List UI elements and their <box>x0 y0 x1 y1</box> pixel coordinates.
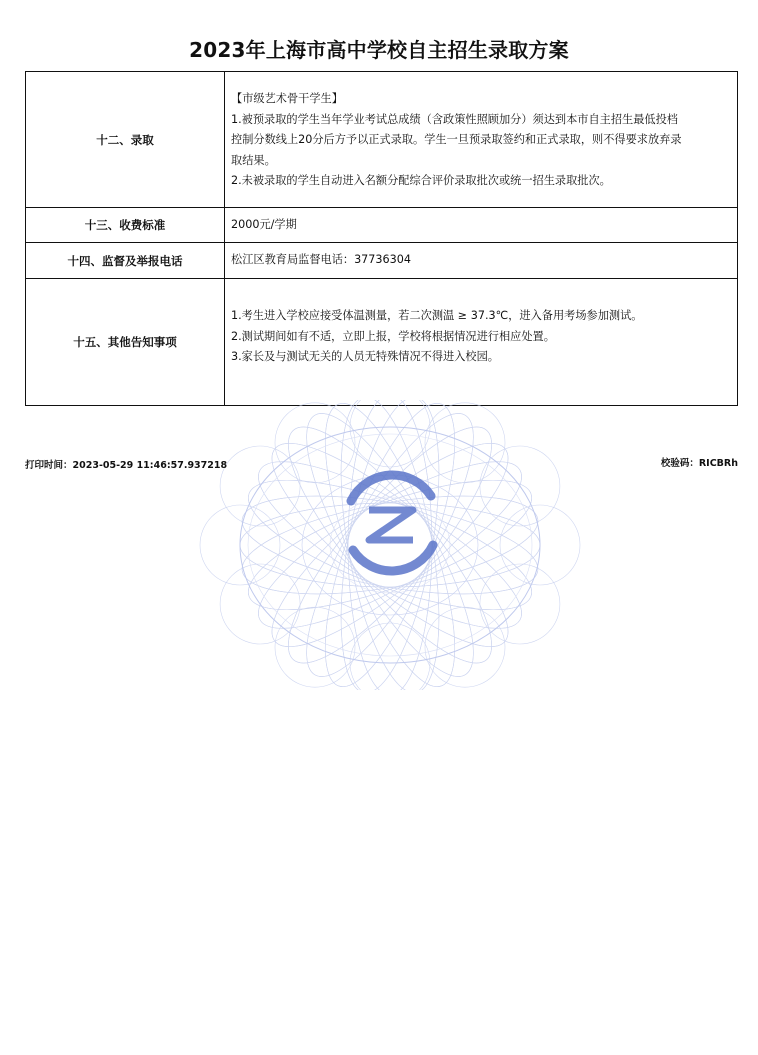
guilloche-line <box>299 400 481 690</box>
table-row <box>26 279 738 406</box>
guilloche-line <box>348 400 432 690</box>
guilloche-line <box>299 400 481 690</box>
guilloche-rosette <box>200 400 580 690</box>
guilloche-line <box>299 400 481 690</box>
row-content-hotline <box>225 243 738 279</box>
guilloche-line <box>235 454 546 636</box>
content-line: 控制分数线上20分后方予以正式录取。学生一旦预录取签约和正式录取，则不得要求放弃录 <box>231 133 682 147</box>
guilloche-line <box>248 416 532 673</box>
content-line: 2.测试期间如有不适，立即上报，学校将根据情况进行相应处置。 <box>231 329 555 343</box>
content-line: 3.家长及与测试无关的人员无特殊情况不得进入校园。 <box>231 350 499 364</box>
zk-seal-icon <box>185 400 595 690</box>
row-content-admission <box>225 72 738 208</box>
guilloche-line <box>235 478 545 613</box>
guilloche-line <box>279 400 502 690</box>
guilloche-line <box>235 478 545 613</box>
guilloche-line <box>235 454 546 636</box>
row-content-fees <box>225 208 738 243</box>
row-content-notices <box>225 279 738 406</box>
guilloche-line <box>261 403 518 687</box>
row-label-hotline: 十四、监督及举报电话 <box>26 243 225 279</box>
guilloche-line <box>235 478 545 613</box>
table-row <box>26 72 738 208</box>
row-label-admission: 十二、录取 <box>26 72 225 208</box>
admission-table <box>25 71 738 406</box>
guilloche-line <box>235 478 545 613</box>
guilloche-line <box>261 403 518 687</box>
guilloche-line <box>279 400 502 690</box>
table-row <box>26 208 738 243</box>
content-line: 取结果。 <box>231 153 276 167</box>
guilloche-line <box>248 416 532 673</box>
guilloche-line <box>235 454 546 636</box>
guilloche-line <box>248 416 532 673</box>
content-line: 2.未被录取的学生自动进入名额分配综合评价录取批次或统一招生录取批次。 <box>231 174 611 188</box>
row-label-notices: 十五、其他告知事项 <box>26 279 225 406</box>
guilloche-line <box>261 403 518 687</box>
content-line: 2000元/学期 <box>231 217 297 231</box>
content-line: 【市级艺术骨干学生】 <box>231 92 343 106</box>
content-line: 松江区教育局监督电话：37736304 <box>231 253 412 267</box>
guilloche-line <box>279 400 502 690</box>
zk-logo <box>351 475 433 571</box>
guilloche-line <box>261 403 518 687</box>
row-label-fees: 十三、收费标准 <box>26 208 225 243</box>
guilloche-line <box>279 400 502 690</box>
guilloche-line <box>299 400 481 690</box>
guilloche-line <box>348 400 432 690</box>
print-time: 打印时间：2023-05-29 11:46:57.937218 <box>25 460 228 471</box>
guilloche-line <box>248 416 532 673</box>
content-line: 1.考生进入学校应接受体温测量，若二次测温 ≥ 37.3℃，进入备用考场参加测试。 <box>231 309 643 323</box>
page-title: 2023年上海市高中学校自主招生录取方案 <box>189 38 569 62</box>
table-row <box>26 243 738 279</box>
check-code: 校验码：RICBRh <box>660 458 738 469</box>
guilloche-line <box>235 454 546 636</box>
content-line: 1.被预录取的学生当年学业考试总成绩（含政策性照顾加分）须达到本市自主招生最低投档 <box>231 112 678 126</box>
